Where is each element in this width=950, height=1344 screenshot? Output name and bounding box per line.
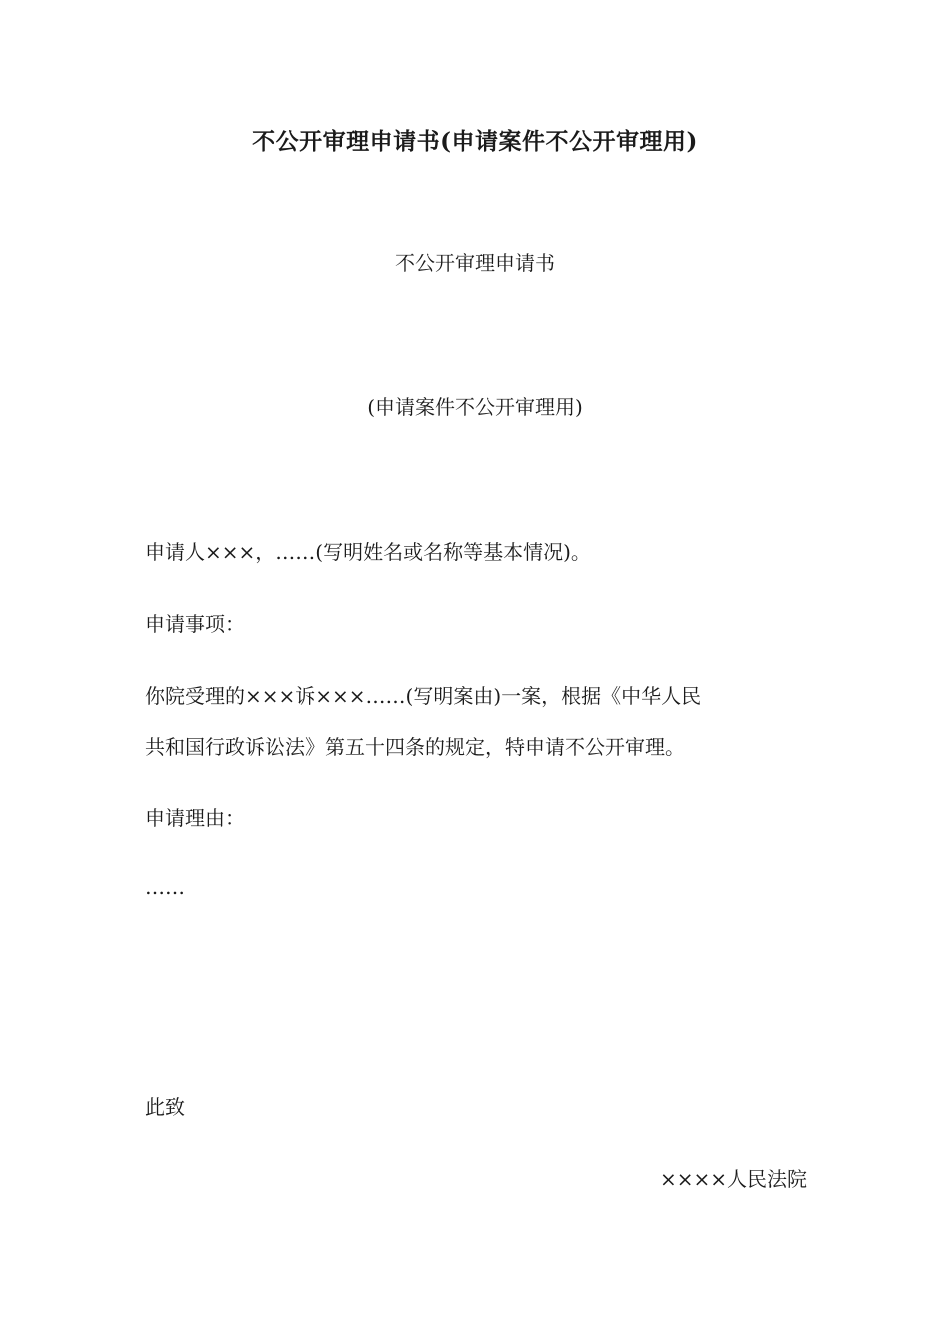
form-subtitle: (申请案件不公开审理用) xyxy=(367,395,583,419)
document-main-title: 不公开审理申请书(申请案件不公开审理用) xyxy=(252,128,698,155)
application-matter-line-1: 你院受理的×××诉×××……(写明案由)一案，根据《中华人民 xyxy=(145,684,702,708)
closing-salutation: 此致 xyxy=(145,1095,185,1119)
application-reason-label: 申请理由： xyxy=(145,806,245,830)
form-title: 不公开审理申请书 xyxy=(395,251,555,275)
court-name: ××××人民法院 xyxy=(659,1167,807,1191)
applicant-paragraph: 申请人×××，……(写明姓名或名称等基本情况)。 xyxy=(145,540,591,564)
application-matter-line-2: 共和国行政诉讼法》第五十四条的规定，特申请不公开审理。 xyxy=(145,735,685,759)
application-matter-label: 申请事项： xyxy=(145,612,245,636)
application-reason-text: …… xyxy=(145,875,185,899)
